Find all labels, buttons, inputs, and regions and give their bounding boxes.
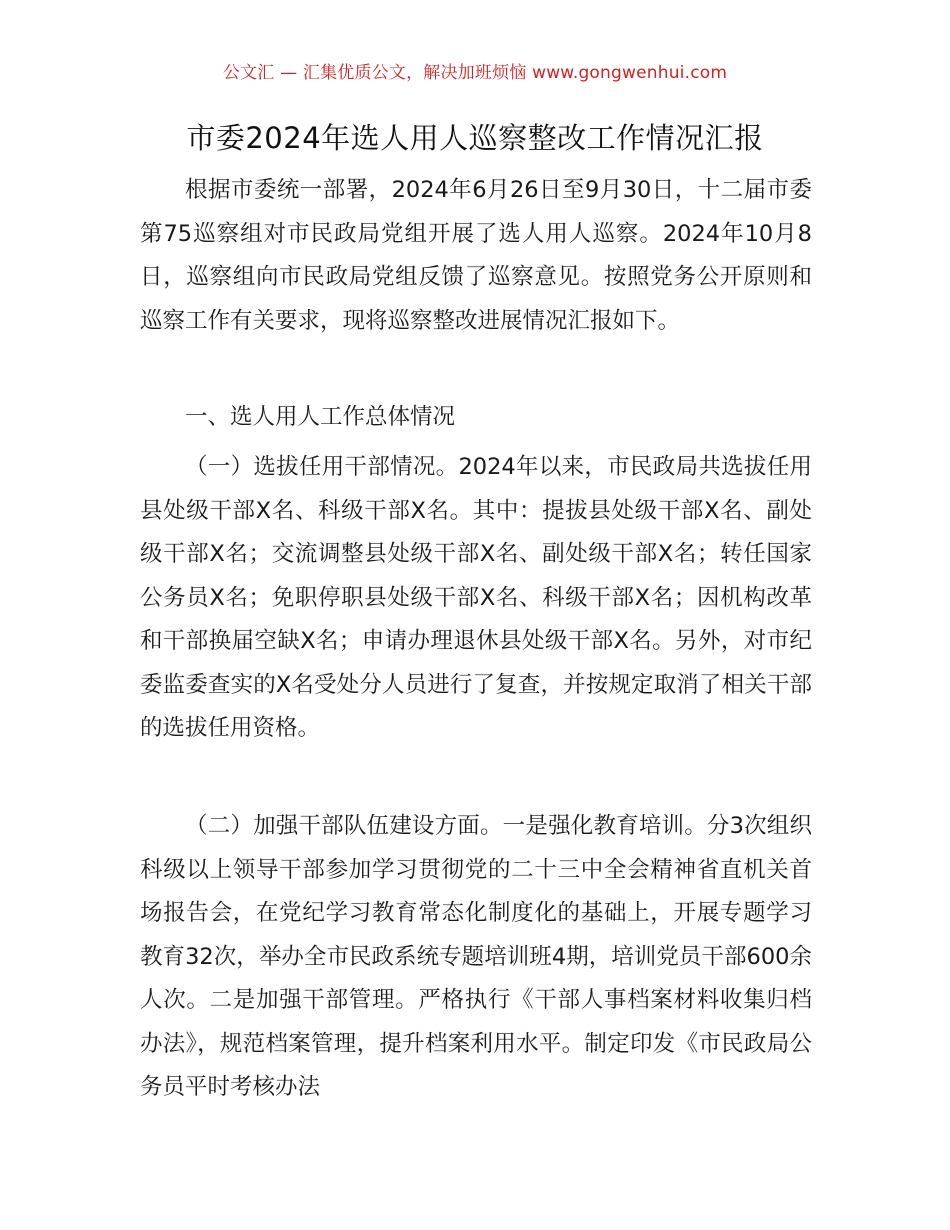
paragraph-cadre-selection: （一）选拔任用干部情况。2024年以来，市民政局共选拔任用县处级干部X名、科级干部X名。其中：提拔县处级干部X名、副处级干部X名；交流调整县处级干部X名、副处级干部X名；转任国家公务员X名；免职停职县处级干部X名、科级干部X名；因机构改革和干部换届空缺X名；申请办理退休县处级干部X名。另外，对市纪委监委查实的X名受处分人员进行了复查，并按规定取消了相关干部的选拔任用资格。 [140,454,812,741]
paragraph-intro: 根据市委统一部署，2024年6月26日至9月30日，十二届市委第75巡察组对市民政局党组开展了选人用人巡察。2024年10月8日，巡察组向市民政局党组反馈了巡察意见。按照党务公开原则和巡察工作有关要求，现将巡察整改进展情况汇报如下。 [140,177,812,334]
paragraph-team-building: （二）加强干部队伍建设方面。一是强化教育培训。分3次组织科级以上领导干部参加学习贯彻党的二十三中全会精神省直机关首场报告会，在党纪学习教育常态化制度化的基础上，开展专题学习教育32次，举办全市民政系统专题培训班4期，培训党员干部600余人次。二是加强干部管理。严格执行《干部人事档案材料收集归档办法》，规范档案管理，提升档案利用水平。制定印发《市民政局公务员平时考核办法 [140,813,812,1100]
section-heading-1: 一、选人用人工作总体情况 [185,404,456,430]
document-title: 市委2024年选人用人巡察整改工作情况汇报 [186,121,764,155]
site-banner: 公文汇 — 汇集优质公文，解决加班烦恼 www.gongwenhui.com [222,63,728,83]
